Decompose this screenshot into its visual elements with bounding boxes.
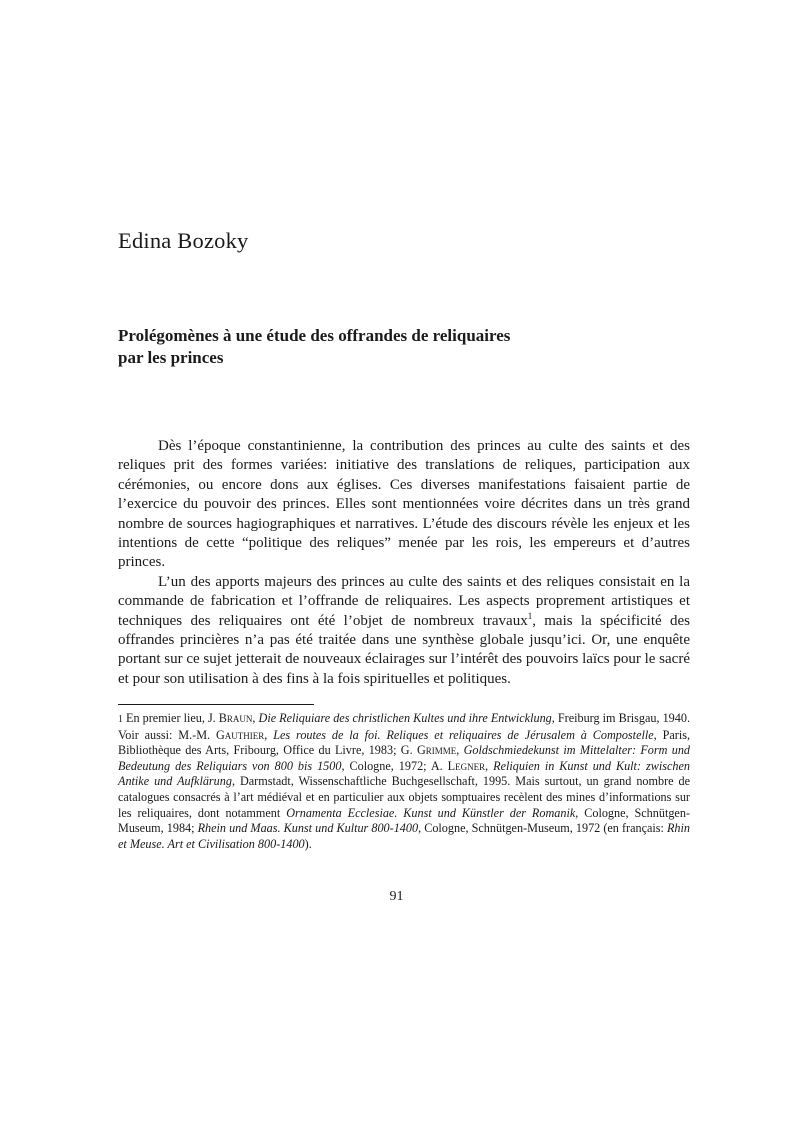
footnote-text: , Cologne, Schnütgen-Museum, 1972 (en français:: [418, 821, 667, 836]
work-title: Rhin et Meuse. Art et Civilisation 800-1400: [118, 821, 690, 851]
footnote-1: [118, 711, 690, 852]
work-title: Goldschmiedekunst im Mittelalter: Form und Bedeutung des Reliquiars von 800 bis 1500: [118, 743, 691, 773]
footnote-text: , Freiburg im Brisgau, 1940. Voir aussi: M.-M.: [118, 711, 690, 742]
author-smallcaps: Legner: [447, 758, 486, 773]
footnote-number: 1: [118, 714, 123, 725]
work-title: Les routes de la foi. Reliques et reliquaires de Jérusalem à Compostelle: [273, 727, 654, 742]
footnote-text: ,: [485, 758, 494, 773]
work-title: Die Reliquiare des christlichen Kultes und ihre Entwicklung: [258, 711, 552, 725]
page-number: 91: [389, 889, 404, 904]
footnote-text: , Cologne, 1972; A.: [341, 758, 448, 773]
paragraph-2-text-a: L’un des apports majeurs des princes au culte des saints et des reliques consistait en la commande de fabrication et l’offrande de reliquaires. Les aspects proprement artistiques et techniques des reliquaires ont été l’objet de nombreux travaux: [118, 573, 690, 629]
article-title: [118, 325, 510, 369]
footnote-text: , Paris, Bibliothèque des Arts, Fribourg, Office du Livre, 1983; G.: [118, 727, 691, 758]
footnote-text: , Darmstadt, Wissenschaftliche Buchgesellschaft, 1995. Mais surtout, un grand nombre de catalogues consacrés à l’art médiéval et en particulier aux objets somptuaires recèlent des mines d’informations sur les reliquaires, dont notamment: [118, 774, 691, 820]
author-smallcaps: Gauthier: [215, 727, 265, 742]
author-name: Edina Bozoky: [118, 228, 249, 253]
footnote-separator: [118, 704, 314, 705]
work-title: Ornamenta Ecclesiae. Kunst und Künstler der Romanik: [286, 805, 576, 820]
paragraph-2: [118, 573, 690, 689]
work-title: Rhein und Maas. Kunst und Kultur 800-1400: [197, 821, 419, 836]
paragraph-1: Dès l’époque constantinienne, la contribution des princes au culte des saints et des reliques prit des formes variées: initiative des translations de reliques, participation aux cérémonies, ou encore dons aux églises. Ces diverses manifestations faisaient partie de l’exercice du pouvoir des princes. Elles sont mentionnées voire décrites dans un très grand nombre de sources hagiographiques et narratives. L’étude des discours révèle les enjeux et les intentions de cette “politique des reliques” menée par les rois, les empereurs et d’autres princes.: [118, 438, 690, 571]
author-smallcaps: Grimme: [416, 743, 457, 758]
footnote-text: ,: [264, 727, 274, 742]
work-title: Reliquien in Kunst und Kult: zwischen Antike und Aufklärung: [118, 758, 690, 789]
paragraph-2-text-b: , mais la spécificité des offrandes princières n’a pas été traitée dans une synthèse globale jusqu’ici. Or, une enquête portant sur ce sujet jetterait de nouveaux éclairages sur l’intérêt des pouvoirs laïcs pour le sacré et pour son utilisation à des fins à la fois spirituelles et politiques.: [118, 612, 690, 687]
author-smallcaps: Braun: [218, 711, 253, 725]
footnote-text: , Cologne, Schnütgen-Museum, 1984;: [118, 805, 690, 836]
footnote-text: En premier lieu, J.: [123, 711, 219, 725]
footnote-reference[interactable]: 1: [527, 610, 533, 621]
footnote-text: ,: [456, 743, 464, 758]
body-text: [118, 437, 690, 689]
title-line-1: Prolégomènes à une étude des offrandes de reliquaires: [118, 326, 511, 345]
footnote-text: ,: [252, 711, 259, 725]
footnote-text: ).: [304, 836, 312, 851]
title-line-2: par les princes: [118, 348, 224, 367]
